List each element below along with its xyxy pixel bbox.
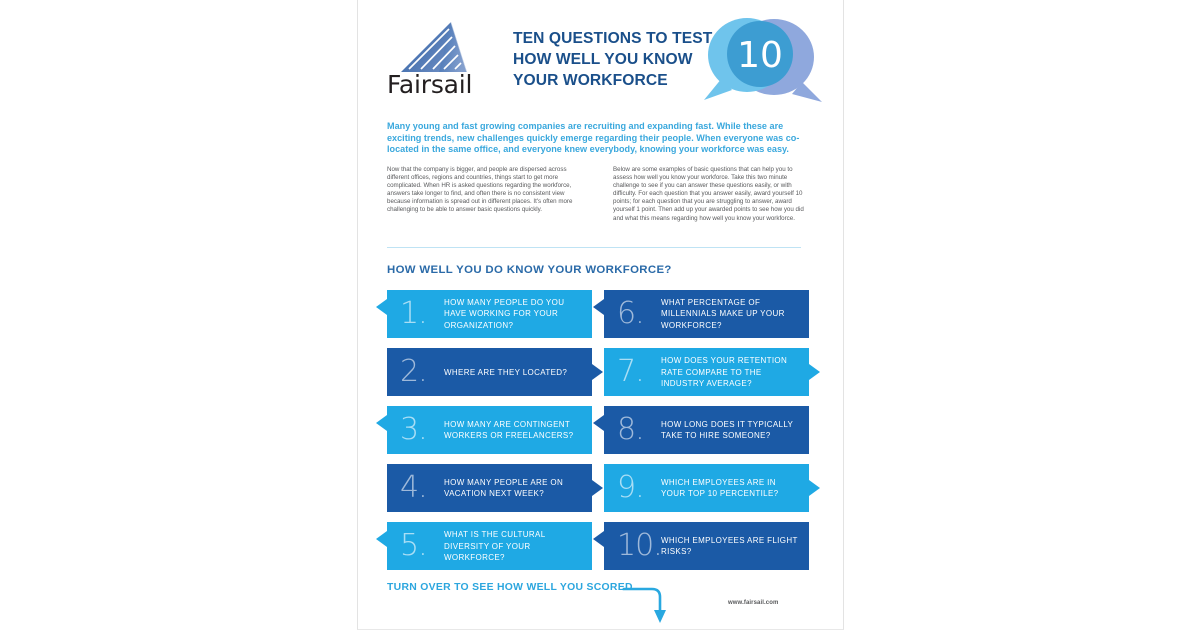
question-text: HOW LONG DOES IT TYPICALLY TAKE TO HIRE SOMEONE?	[661, 420, 794, 441]
banner-arrow-tab-icon	[593, 531, 604, 547]
ten-badge-number: 10	[737, 35, 783, 76]
brand-logo	[387, 22, 491, 100]
question-text: WHICH EMPLOYEES ARE IN YOUR TOP 10 PERCENTILE?	[661, 478, 779, 499]
page-title-line-3: YOUR WORKFORCE	[513, 72, 668, 89]
intro-column-left: Now that the company is bigger, and people are dispersed across different offices, regions and countries, things start to get more complicated. When HR is asked questions regarding the workforce, answers take longer to find, and often there is no consistent view because information is spread out in different places. It's often more challenging to be able to answer basic questions quickly.	[387, 166, 573, 214]
question-banner[interactable]	[604, 290, 809, 338]
question-banner[interactable]	[387, 464, 592, 512]
question-banner[interactable]	[387, 406, 592, 454]
banner-arrow-tab-icon	[592, 364, 603, 380]
question-banner[interactable]	[387, 522, 592, 570]
banner-arrow-tab-icon	[809, 364, 820, 380]
elbow-down-arrow-icon	[622, 583, 692, 625]
ten-badge	[698, 10, 826, 110]
banner-arrow-tab-icon	[592, 480, 603, 496]
intro-lead: Many young and fast growing companies are recruiting and expanding fast. While these are exciting trends, new challenges quickly emerge regarding their people. When everyone was co-located in the same office, and everyone knew everybody, knowing your workforce was easy.	[387, 121, 800, 155]
question-number: 4.	[400, 470, 427, 506]
question-number: 2.	[400, 354, 427, 390]
banner-arrow-tab-icon	[376, 415, 387, 431]
question-number: 9.	[617, 470, 644, 506]
banner-arrow-tab-icon	[809, 480, 820, 496]
question-number: 6.	[617, 296, 644, 332]
question-banner[interactable]	[604, 522, 809, 570]
banner-arrow-tab-icon	[593, 415, 604, 431]
page-title-line-1: TEN QUESTIONS TO TEST	[513, 30, 713, 47]
question-text: WHERE ARE THEY LOCATED?	[444, 367, 568, 377]
page-title-line-2: HOW WELL YOU KNOW	[513, 51, 693, 68]
question-text: HOW MANY PEOPLE ARE ON VACATION NEXT WEEK?	[444, 477, 564, 499]
footer-url: www.fairsail.com	[728, 600, 779, 606]
questions-column-right	[604, 290, 809, 580]
question-banner[interactable]	[387, 290, 592, 338]
question-banner[interactable]	[604, 406, 809, 454]
header	[358, 0, 845, 118]
question-number: 5.	[400, 528, 427, 564]
section-heading: HOW WELL YOU DO KNOW YOUR WORKFORCE?	[387, 264, 672, 276]
footer-cta: TURN OVER TO SEE HOW WELL YOU SCORED.	[387, 582, 636, 593]
speech-bubble-pair-icon	[698, 10, 826, 110]
question-text: HOW MANY PEOPLE DO YOU HAVE WORKING FOR YOUR ORGANIZATION?	[444, 298, 565, 330]
questions-column-left	[387, 290, 592, 580]
question-banner[interactable]	[604, 348, 809, 396]
question-number: 3.	[400, 412, 427, 448]
fairsail-sail-logo-icon	[399, 22, 477, 74]
banner-arrow-tab-icon	[376, 299, 387, 315]
question-text: HOW MANY ARE CONTINGENT WORKERS OR FREELANCERS?	[444, 419, 574, 441]
page-sheet	[357, 0, 844, 630]
question-text: WHAT IS THE CULTURAL DIVERSITY OF YOUR WORKFORCE?	[444, 530, 546, 563]
question-number: 8.	[617, 412, 644, 448]
intro-column-right: Below are some examples of basic questions that can help you to assess how well you know your workforce. Take this two minute challenge to see if you can answer these questions easily, or with difficulty. For each question that you answer easily, award yourself 10 points; for each question that you are struggling to answer, award yourself 1 point. Then add up your awarded points to see how you did and what this means regarding how well you know your workforce.	[613, 166, 804, 222]
question-number: 10.	[617, 528, 662, 564]
question-number: 7.	[617, 354, 644, 390]
question-banner[interactable]	[604, 464, 809, 512]
question-text: HOW DOES YOUR RETENTION RATE COMPARE TO THE INDUSTRY AVERAGE?	[661, 356, 788, 389]
banner-arrow-tab-icon	[376, 531, 387, 547]
question-banner[interactable]	[387, 348, 592, 396]
banner-arrow-tab-icon	[593, 299, 604, 315]
question-number: 1.	[400, 296, 427, 332]
question-text: WHAT PERCENTAGE OF MILLENNIALS MAKE UP YOUR WORKFORCE?	[661, 298, 785, 330]
section-divider	[387, 247, 801, 248]
brand-name: Fairsail	[387, 70, 473, 99]
question-text: WHICH EMPLOYEES ARE FLIGHT RISKS?	[661, 536, 798, 557]
